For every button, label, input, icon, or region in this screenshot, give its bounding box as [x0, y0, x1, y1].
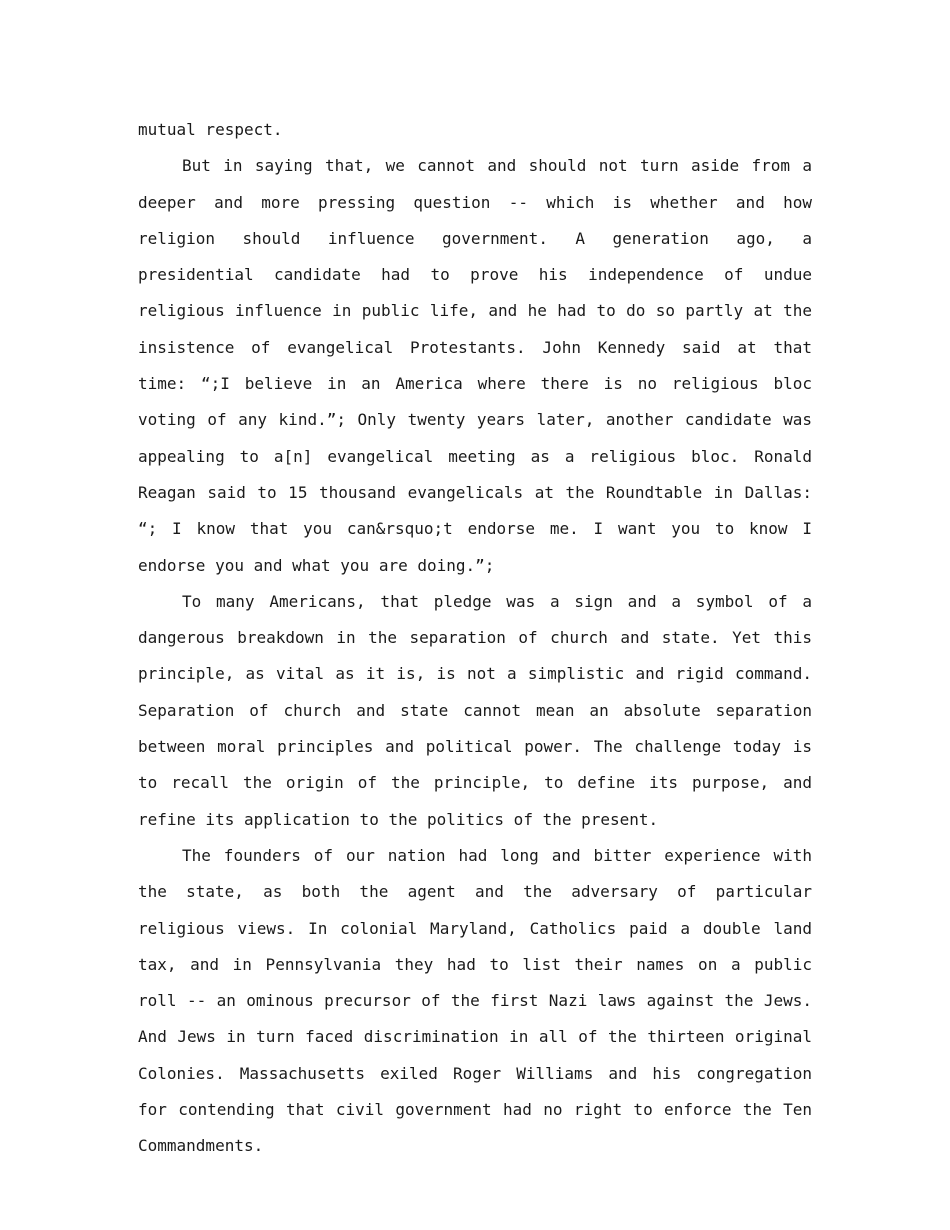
document-body	[138, 112, 812, 1165]
paragraph-continuation: mutual respect.	[138, 120, 283, 139]
paragraph-separation-church-state: To many Americans, that pledge was a sign and a symbol of a dangerous breakdown in the separation of church and state. Yet this principle, as vital as it is, is not a simplistic and rigid command. Separation of church and state cannot mean an absolute separation between moral principles and political power. The challenge today is to recall the origin of the principle, to define its purpose, and refine its application to the politics of the present.	[138, 591, 812, 829]
paragraph-founders-history: The founders of our nation had long and bitter experience with the state, as both the agent and the adversary of particular religious views. In colonial Maryland, Catholics paid a double land tax, and in Pennsylvania they had to list their names on a public roll -- an ominous precursor of the first Nazi laws against the Jews. And Jews in turn faced discrimination in all of the thirteen original Colonies. Massachusetts exiled Roger Williams and his congregation for contending that civil government had no right to enforce the Ten Commandments.	[138, 845, 812, 1156]
paragraph-religion-government: But in saying that, we cannot and should not turn aside from a deeper and more pressing question -- which is whether and how religion should influence government. A generation ago, a presidential candidate had to prove his independence of undue religious influence in public life, and he had to do so partly at the insistence of evangelical Protestants. John Kennedy said at that time: “;I believe in an America where there is no religious bloc voting of any kind.”; Only twenty years later, another candidate was appealing to a[n] evangelical meeting as a religious bloc. Ronald Reagan said to 15 thousand evangelicals at the Roundtable in Dallas: “; I know that you can&rsquo;t endorse me. I want you to know I endorse you and what you are doing.”;	[138, 156, 812, 575]
